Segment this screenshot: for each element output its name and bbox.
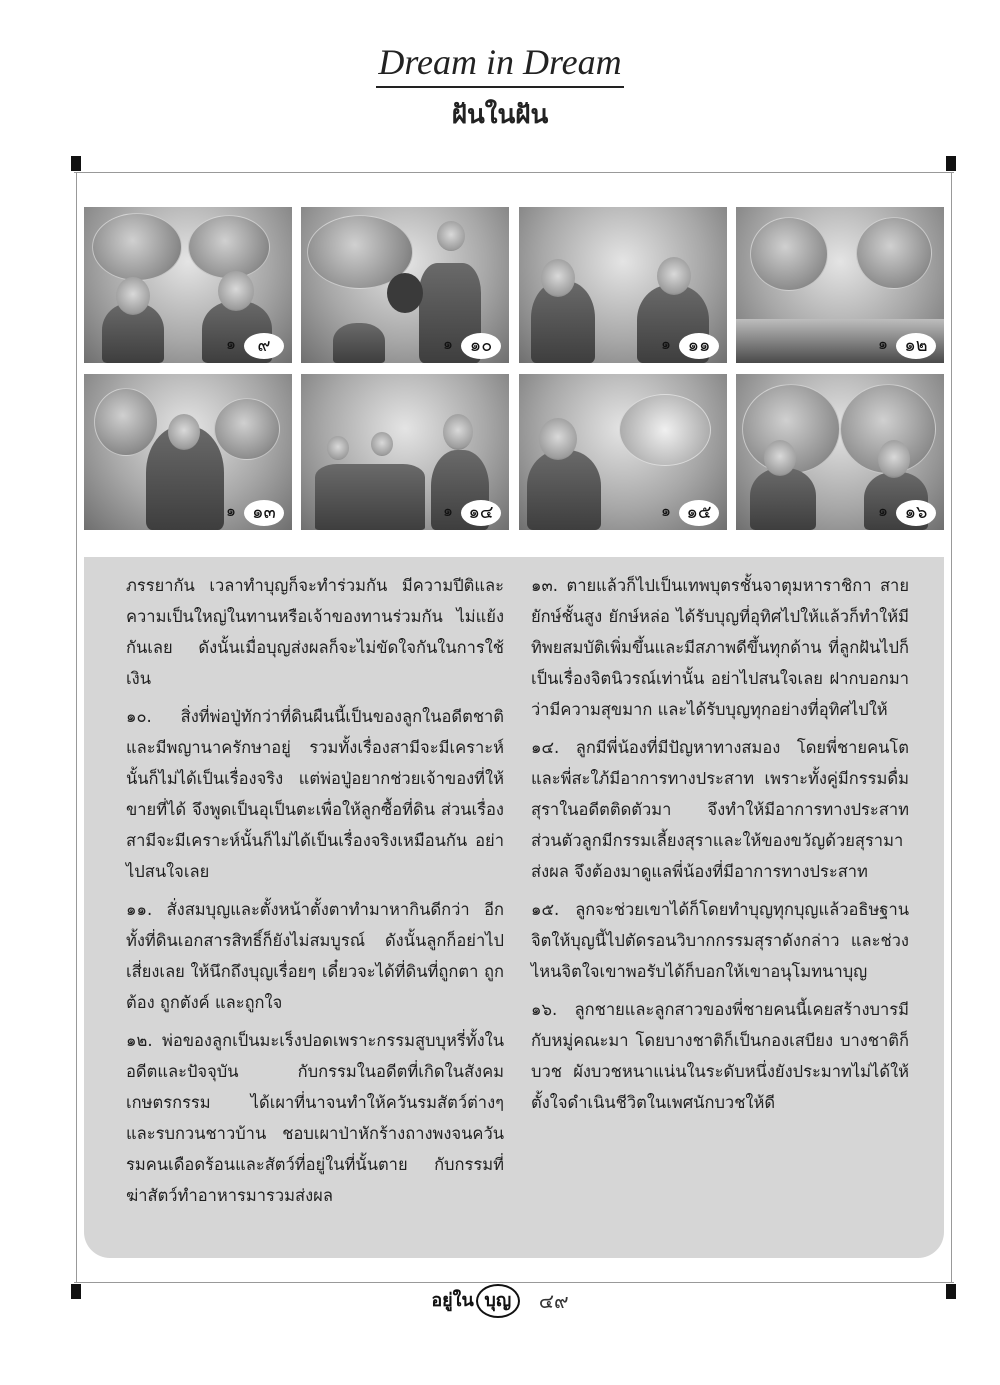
image-number: ๑๔ [461,500,501,526]
illustration-14 [301,374,509,530]
image-number: ๙ [244,333,284,359]
dream-bubble [92,213,182,281]
illustration-16 [736,374,944,530]
image-mark: ๑ [442,334,453,353]
image-mark: ๑ [877,501,888,520]
dream-bubble [214,398,280,460]
image-number: ๑๑ [679,333,719,359]
image-number: ๑๓ [244,500,284,526]
paragraph: ๑๐. สิ่งที่พ่อปู่ทักว่าที่ดินผืนนี้เป็นของลูกในอดีตชาติและมีพญานาครักษาอยู่ รวมทั้งเรื่องสามีจะมีเคราะห์นั้นก็ไม่ได้เป็นเรื่องจริง แต่พ่อปู่อยากช่วยเจ้าของที่ให้ขายที่ได้ จึงพูดเป็นอุเป็นตะเพื่อให้ลูกซื้อที่ดิน ส่วนเรื่องสามีจะมีเคราะห์นั้นก็ไม่ได้เป็นเรื่องจริงเหมือนกัน อย่าไปสนใจเลย [126,707,504,881]
paragraph: ๑๖. ลูกชายและลูกสาวของพี่ชายคนนี้เคยสร้างบารมีกับหมู่คณะมา โดยบางชาติก็เป็นกองเสบียง บางชาติก็บวช ผังบวชหนาแน่นในระดับหนึ่งยังประมาทไม่ได้ให้ตั้งใจดำเนินชีวิตในเพศนักบวชให้ดี [531,1000,909,1112]
frame-top-line [74,172,954,173]
title-thai: ฝันในฝัน [451,100,549,130]
person-head [371,432,393,456]
page-number: ๔๙ [538,1289,569,1313]
logo-text: อยู่ใน [431,1290,474,1311]
illustration-grid [84,207,944,531]
woman-head [387,273,423,313]
publication-logo [431,1284,519,1318]
frame-bottom-line [74,1282,954,1283]
image-mark: ๑ [660,501,671,520]
dream-bubble [856,217,932,289]
image-number: ๑๒ [896,333,936,359]
paragraph: ภรรยากัน เวลาทำบุญก็จะทำร่วมกัน มีความปีติและความเป็นใหญ่ในทานหรือเจ้าของทานร่วมกัน ไม่แย้งกันเลย ดังนั้นเมื่อบุญส่งผลก็จะไม่ขัดใจกันในการใช้เงิน [126,576,504,688]
illustration-11 [519,207,727,363]
illustration-10 [301,207,509,363]
temple-glow [619,394,711,466]
woman-head [116,277,150,315]
dream-bubble [188,215,270,279]
frame-right-line [951,172,952,1282]
corner-mark-top-right [946,156,956,171]
girl-head [878,440,910,478]
monk-head [764,440,796,476]
woman-head [539,418,577,460]
woman-figure [527,450,601,530]
woman-head [657,257,691,295]
text-column-right [531,570,909,1125]
paragraph: ๑๕. ลูกจะช่วยเขาได้ก็โดยทำบุญทุกบุญแล้วอธิษฐานจิตให้บุญนี้ไปตัดรอนวิบากกรรมสุราดังกล่าว และช่วงไหนจิตใจเขาพอรับได้ก็บอกให้เขาอนุโมทนาบุญ [531,900,909,981]
image-mark: ๑ [225,501,236,520]
illustration-12 [736,207,944,363]
image-mark: ๑ [660,334,671,353]
woman-head [541,259,575,297]
man-figure [333,323,385,363]
image-number: ๑๕ [679,500,719,526]
image-mark: ๑ [442,501,453,520]
deity-head [168,414,200,450]
man-head [218,271,254,311]
illustration-13 [84,374,292,530]
person-head [327,436,349,460]
group-figure [315,464,425,530]
image-number: ๑๖ [896,500,936,526]
text-panel [84,557,944,1258]
image-mark: ๑ [225,334,236,353]
woman-head [443,414,473,450]
paragraph: ๑๓. ตายแล้วก็ไปเป็นเทพบุตรชั้นจาตุมหาราชิกา สายยักษ์ชั้นสูง ยักษ์หล่อ ได้รับบุญที่อุทิศไปให้แล้วก็ทำให้มีทิพยสมบัติเพิ่มขึ้นและมีสภาพดีขึ้นทุกด้าน ที่ลูกฝันไปก็เป็นเรื่องจิตนิวรณ์เท่านั้น อย่าไปสนใจเลย ฝากบอกมาว่ามีความสุขมาก และได้รับบุญทุกอย่างที่อุทิศไปให้ [531,576,909,719]
monk-figure [750,468,816,530]
image-mark: ๑ [877,334,888,353]
paragraph: ๑๑. สั่งสมบุญและตั้งหน้าตั้งตาทำมาหากินดีกว่า อีกทั้งที่ดินเอกสารสิทธิ์ก็ยังไม่สมบูรณ์ ดังนั้นลูกก็อย่าไปเสี่ยงเลย ให้นึกถึงบุญเรื่อยๆ เดี๋ยวจะได้ที่ดินที่ถูกตา ถูกต้อง ถูกตังค์ และถูกใจ [126,900,504,1012]
corner-mark-top-left [71,156,81,171]
dream-bubble [750,217,828,291]
paragraph: ๑๔. ลูกมีพี่น้องที่มีปัญหาทางสมอง โดยพี่ชายคนโตและพี่สะใภ้มีอาการทางประสาท เพราะทั้งคู่มีกรรมดื่มสุราในอดีตติดตัวมา จึงทำให้มีอาการทางประสาท ส่วนตัวลูกมีกรรมเลี้ยงสุราและให้ของขวัญด้วยสุรามาส่งผล จึงต้องมาดูแลพี่น้องที่มีอาการทางประสาท [531,738,909,881]
page-footer [0,1284,1000,1318]
title-english: Dream in Dream [376,40,623,88]
frame-left-line [76,172,77,1282]
text-column-left [126,570,504,1218]
illustration-9 [84,207,292,363]
elder-head [437,221,465,251]
illustration-15 [519,374,727,530]
paragraph: ๑๒. พ่อของลูกเป็นมะเร็งปอดเพราะกรรมสูบบุหรี่ทั้งในอดีตและปัจจุบัน กับกรรมในอดีตที่เกิดในสังคมเกษตรกรรม ได้เผาที่นาจนทำให้ควันรมสัตว์ต่างๆ และรบกวนชาวบ้าน ชอบเผาป่าหักร้างถางพงจนควันรมคนเดือดร้อนและสัตว์ที่อยู่ในที่นั้นตาย กับกรรมที่ฆ่าสัตว์ทำอาหารมารวมส่งผล [126,1031,504,1205]
logo-circle: บุญ [476,1284,520,1318]
page-header [0,40,1000,135]
dream-bubble [94,388,158,456]
image-number: ๑๐ [461,333,501,359]
